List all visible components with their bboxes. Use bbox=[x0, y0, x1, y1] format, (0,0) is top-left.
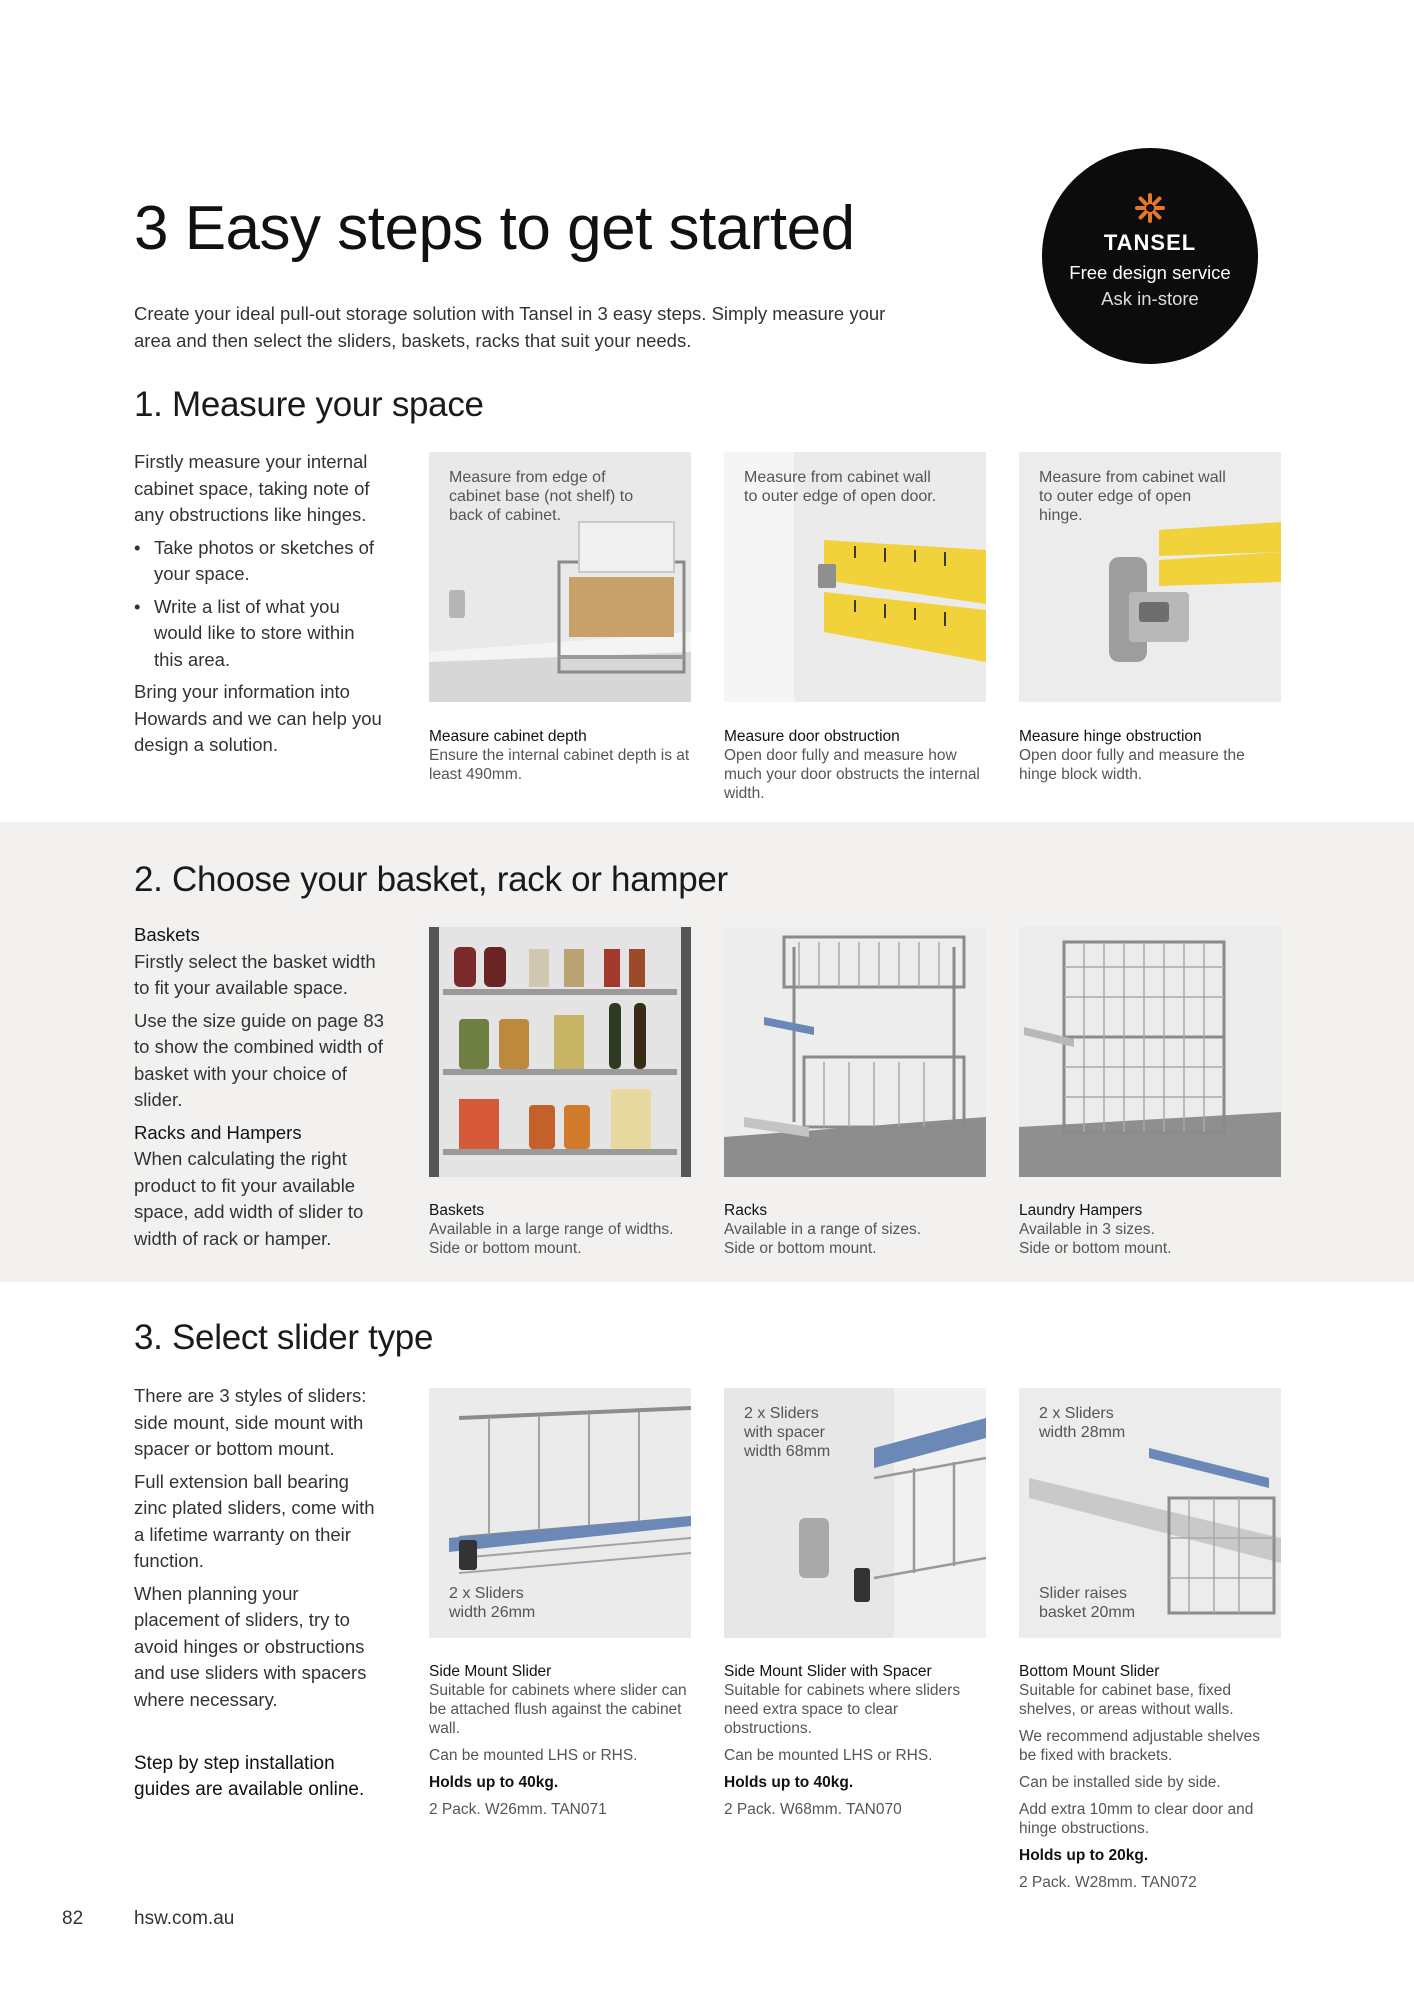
step3-p3: When planning your placement of sliders, try to avoid hinges or obstructions and use sliders with spacers where necessary. bbox=[134, 1582, 367, 1710]
caption-cabinet-depth bbox=[429, 727, 691, 784]
caption-bottom-mount-slider bbox=[1019, 1662, 1281, 1892]
caption-pack: 2 Pack. W68mm. TAN070 bbox=[724, 1801, 902, 1818]
caption-line2: Side or bottom mount. bbox=[1019, 1240, 1172, 1257]
caption-desc: Ensure the internal cabinet depth is at least 490mm. bbox=[429, 747, 690, 783]
caption-side: Can be installed side by side. bbox=[1019, 1774, 1221, 1791]
caption-door-obstruction bbox=[724, 727, 986, 803]
page-number: 82 bbox=[62, 1908, 84, 1929]
install-guides-note: Step by step installation guides are available online. bbox=[134, 1753, 365, 1800]
step2-racks-title: Racks and Hampers bbox=[134, 1121, 302, 1143]
badge-brand: TANSEL bbox=[1103, 230, 1197, 255]
caption-line2: Side or bottom mount. bbox=[429, 1240, 582, 1257]
step1-bullet: • Take photos or sketches of your space. bbox=[134, 535, 384, 588]
step1-bullet: • Write a list of what you would like to store within this area. bbox=[134, 594, 384, 674]
caption-title: Side Mount Slider with Spacer bbox=[724, 1663, 932, 1680]
step1-bullets bbox=[134, 535, 384, 674]
caption-holds: Holds up to 40kg. bbox=[429, 1774, 559, 1791]
photo-hinge-obstruction bbox=[1019, 452, 1281, 702]
photo-bottom-mount-bottom-label: Slider raises basket 20mm bbox=[1039, 1585, 1136, 1621]
step2-baskets-text: Firstly select the basket width to fit your available space. bbox=[134, 950, 376, 998]
step2-size-guide: Use the size guide on page 83 to show the combined width of basket with your choice of slider. bbox=[134, 1009, 384, 1110]
caption-pack: 2 Pack. W26mm. TAN071 bbox=[429, 1801, 607, 1818]
step1-heading: 1. Measure your space bbox=[134, 385, 484, 424]
caption-side-mount-slider bbox=[429, 1662, 691, 1819]
badge-line2: Ask in-store bbox=[1101, 288, 1199, 309]
website-link[interactable]: hsw.com.au bbox=[134, 1908, 235, 1929]
caption-line1: Available in a range of sizes. bbox=[724, 1221, 922, 1238]
photo-laundry-hampers bbox=[1019, 927, 1281, 1177]
intro-text: Create your ideal pull-out storage solution with Tansel in 3 easy steps. Simply measure your area and then select the sliders, baskets, racks that suit your needs. bbox=[134, 303, 886, 351]
caption-holds: Holds up to 40kg. bbox=[724, 1774, 854, 1791]
step3-text bbox=[134, 1383, 384, 1719]
caption-title: Racks bbox=[724, 1202, 768, 1219]
caption-title: Side Mount Slider bbox=[429, 1663, 552, 1680]
photo-door-obstruction-label: Measure from cabinet wall to outer edge of open door. bbox=[744, 469, 937, 505]
photo-racks bbox=[724, 927, 986, 1177]
photo-bottom-mount-slider bbox=[1019, 1388, 1281, 1638]
caption-side-mount-spacer-slider bbox=[724, 1662, 986, 1819]
caption-title: Measure cabinet depth bbox=[429, 728, 587, 745]
caption-laundry-hampers bbox=[1019, 1201, 1281, 1258]
photo-bottom-mount-top-label: 2 x Sliders width 28mm bbox=[1039, 1405, 1126, 1441]
caption-baskets bbox=[429, 1201, 691, 1258]
caption-line1: Available in 3 sizes. bbox=[1019, 1221, 1155, 1238]
caption-recommend: We recommend adjustable shelves be fixed with brackets. bbox=[1019, 1728, 1260, 1764]
caption-mount: Can be mounted LHS or RHS. bbox=[724, 1747, 933, 1764]
caption-title: Measure door obstruction bbox=[724, 728, 900, 745]
photo-side-mount-spacer-label: 2 x Sliders with spacer width 68mm bbox=[744, 1405, 831, 1460]
caption-title: Baskets bbox=[429, 1202, 485, 1219]
caption-desc: Suitable for cabinets where sliders need extra space to clear obstructions. bbox=[724, 1682, 961, 1737]
photo-hinge-obstruction-label: Measure from cabinet wall to outer edge of open hinge. bbox=[1039, 469, 1226, 524]
caption-desc: Suitable for cabinets where slider can be attached flush against the cabinet wall. bbox=[429, 1682, 687, 1737]
step2-text bbox=[134, 922, 384, 1258]
caption-title: Laundry Hampers bbox=[1019, 1202, 1143, 1219]
photo-cabinet-depth bbox=[429, 452, 691, 702]
step3-heading: 3. Select slider type bbox=[134, 1318, 434, 1357]
caption-title: Bottom Mount Slider bbox=[1019, 1663, 1160, 1680]
caption-desc: Open door fully and measure the hinge block width. bbox=[1019, 747, 1245, 783]
step1-text bbox=[134, 449, 384, 765]
step2-baskets-title: Baskets bbox=[134, 924, 200, 945]
caption-desc: Suitable for cabinet base, fixed shelves, or areas without walls. bbox=[1019, 1682, 1234, 1718]
caption-holds: Holds up to 20kg. bbox=[1019, 1847, 1149, 1864]
tansel-star-icon bbox=[1134, 192, 1166, 224]
caption-mount: Can be mounted LHS or RHS. bbox=[429, 1747, 638, 1764]
photo-door-obstruction bbox=[724, 452, 986, 702]
photo-baskets bbox=[429, 927, 691, 1177]
caption-extra: Add extra 10mm to clear door and hinge obstructions. bbox=[1019, 1801, 1254, 1837]
caption-pack: 2 Pack. W28mm. TAN072 bbox=[1019, 1874, 1197, 1891]
caption-racks bbox=[724, 1201, 986, 1258]
page-title: 3 Easy steps to get started bbox=[134, 194, 855, 263]
badge-line1: Free design service bbox=[1069, 262, 1231, 283]
tansel-badge bbox=[1042, 148, 1258, 364]
step2-racks-text: When calculating the right product to fit your available space, add width of slider to width of rack or hamper. bbox=[134, 1148, 364, 1249]
photo-cabinet-depth-label: Measure from edge of cabinet base (not shelf) to back of cabinet. bbox=[449, 469, 634, 524]
photo-side-mount-spacer-slider bbox=[724, 1388, 986, 1638]
step1-outro: Bring your information into Howards and we can help you design a solution. bbox=[134, 681, 382, 755]
photo-side-mount-slider-label: 2 x Sliders width 26mm bbox=[449, 1585, 536, 1621]
caption-line1: Available in a large range of widths. bbox=[429, 1221, 674, 1238]
step3-p1: There are 3 styles of sliders: side mount, side mount with spacer or bottom mount. bbox=[134, 1385, 367, 1459]
step1-intro: Firstly measure your internal cabinet space, taking note of any obstructions like hinges. bbox=[134, 451, 370, 525]
caption-line2: Side or bottom mount. bbox=[724, 1240, 877, 1257]
step3-p2: Full extension ball bearing zinc plated sliders, come with a lifetime warranty on their function. bbox=[134, 1470, 375, 1571]
caption-desc: Open door fully and measure how much your door obstructs the internal width. bbox=[724, 747, 980, 802]
photo-side-mount-slider bbox=[429, 1388, 691, 1638]
step2-heading: 2. Choose your basket, rack or hamper bbox=[134, 860, 728, 899]
caption-hinge-obstruction bbox=[1019, 727, 1281, 784]
caption-title: Measure hinge obstruction bbox=[1019, 728, 1202, 745]
